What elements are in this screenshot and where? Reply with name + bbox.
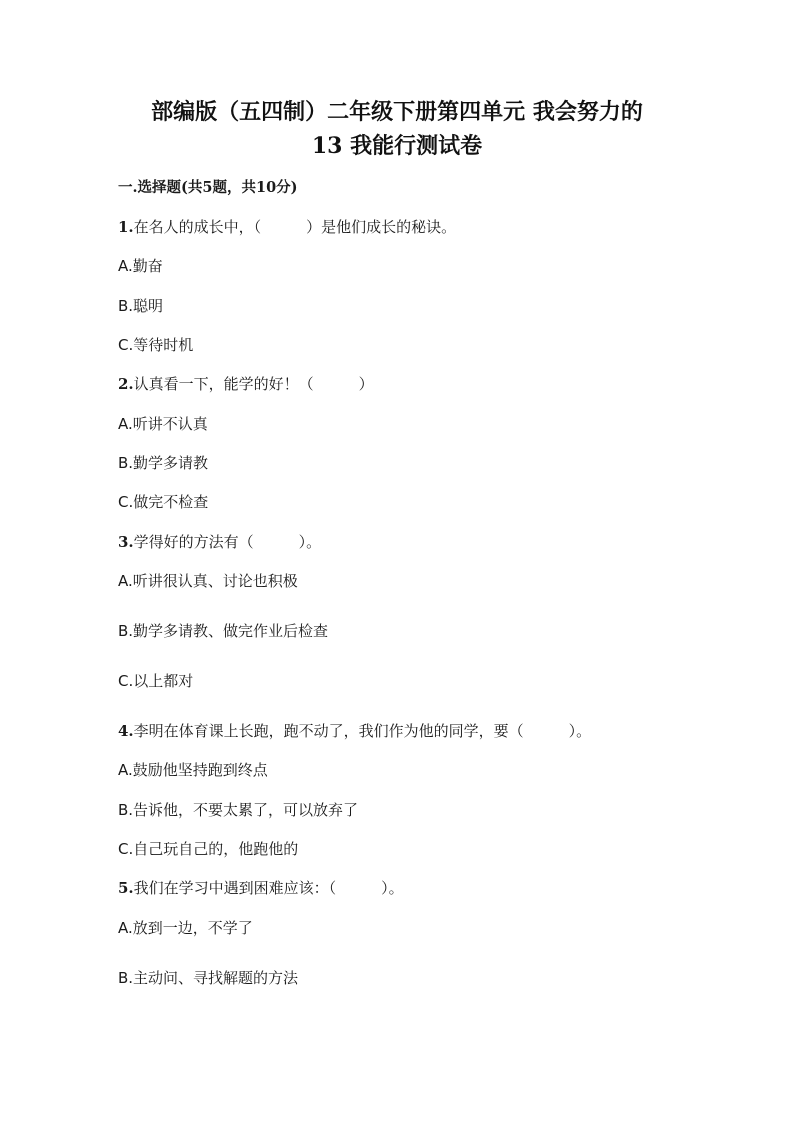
- document-title-line-2: 13 我能行测试卷: [311, 133, 483, 159]
- question-1: [118, 217, 456, 237]
- question-stem: 在名人的成长中，（ ）是他们成长的秘诀。: [133, 218, 457, 236]
- question-5-option-b: B.主动问、寻找解题的方法: [118, 969, 299, 987]
- question-1-option-a: A.勤奋: [118, 257, 163, 275]
- question-stem: 认真看一下，能学的好！（ ）: [133, 375, 374, 393]
- question-5: [118, 878, 404, 898]
- question-2-option-b: B.勤学多请教: [118, 454, 209, 472]
- section-heading: 一.选择题(共5题，共10分): [118, 179, 298, 196]
- question-2-option-c: C.做完不检查: [118, 493, 209, 511]
- question-5-option-a: A.放到一边，不学了: [118, 919, 253, 937]
- question-3: [118, 532, 321, 552]
- question-1-option-b: B.聪明: [118, 297, 164, 315]
- question-2: [118, 374, 374, 394]
- question-3-option-b: B.勤学多请教、做完作业后检查: [118, 622, 329, 640]
- question-1-option-c: C.等待时机: [118, 336, 194, 354]
- question-number: 2.: [118, 375, 134, 393]
- question-number: 3.: [118, 533, 134, 551]
- question-number: 4.: [118, 722, 134, 740]
- question-4-option-c: C.自己玩自己的，他跑他的: [118, 840, 299, 858]
- question-stem: 李明在体育课上长跑，跑不动了，我们作为他的同学，要（ ）。: [133, 722, 592, 740]
- question-4-option-b: B.告诉他，不要太累了，可以放弃了: [118, 801, 359, 819]
- question-4-option-a: A.鼓励他坚持跑到终点: [118, 761, 268, 779]
- question-2-option-a: A.听讲不认真: [118, 415, 208, 433]
- question-number: 5.: [118, 879, 134, 897]
- question-3-option-a: A.听讲很认真、讨论也积极: [118, 572, 298, 590]
- question-3-option-c: C.以上都对: [118, 672, 194, 690]
- question-number: 1.: [118, 218, 134, 236]
- question-stem: 学得好的方法有（ ）。: [133, 533, 322, 551]
- document-title-line-1: 部编版（五四制）二年级下册第四单元 我会努力的: [151, 99, 643, 125]
- question-4: [118, 721, 591, 741]
- question-stem: 我们在学习中遇到困难应该：（ ）。: [133, 879, 404, 897]
